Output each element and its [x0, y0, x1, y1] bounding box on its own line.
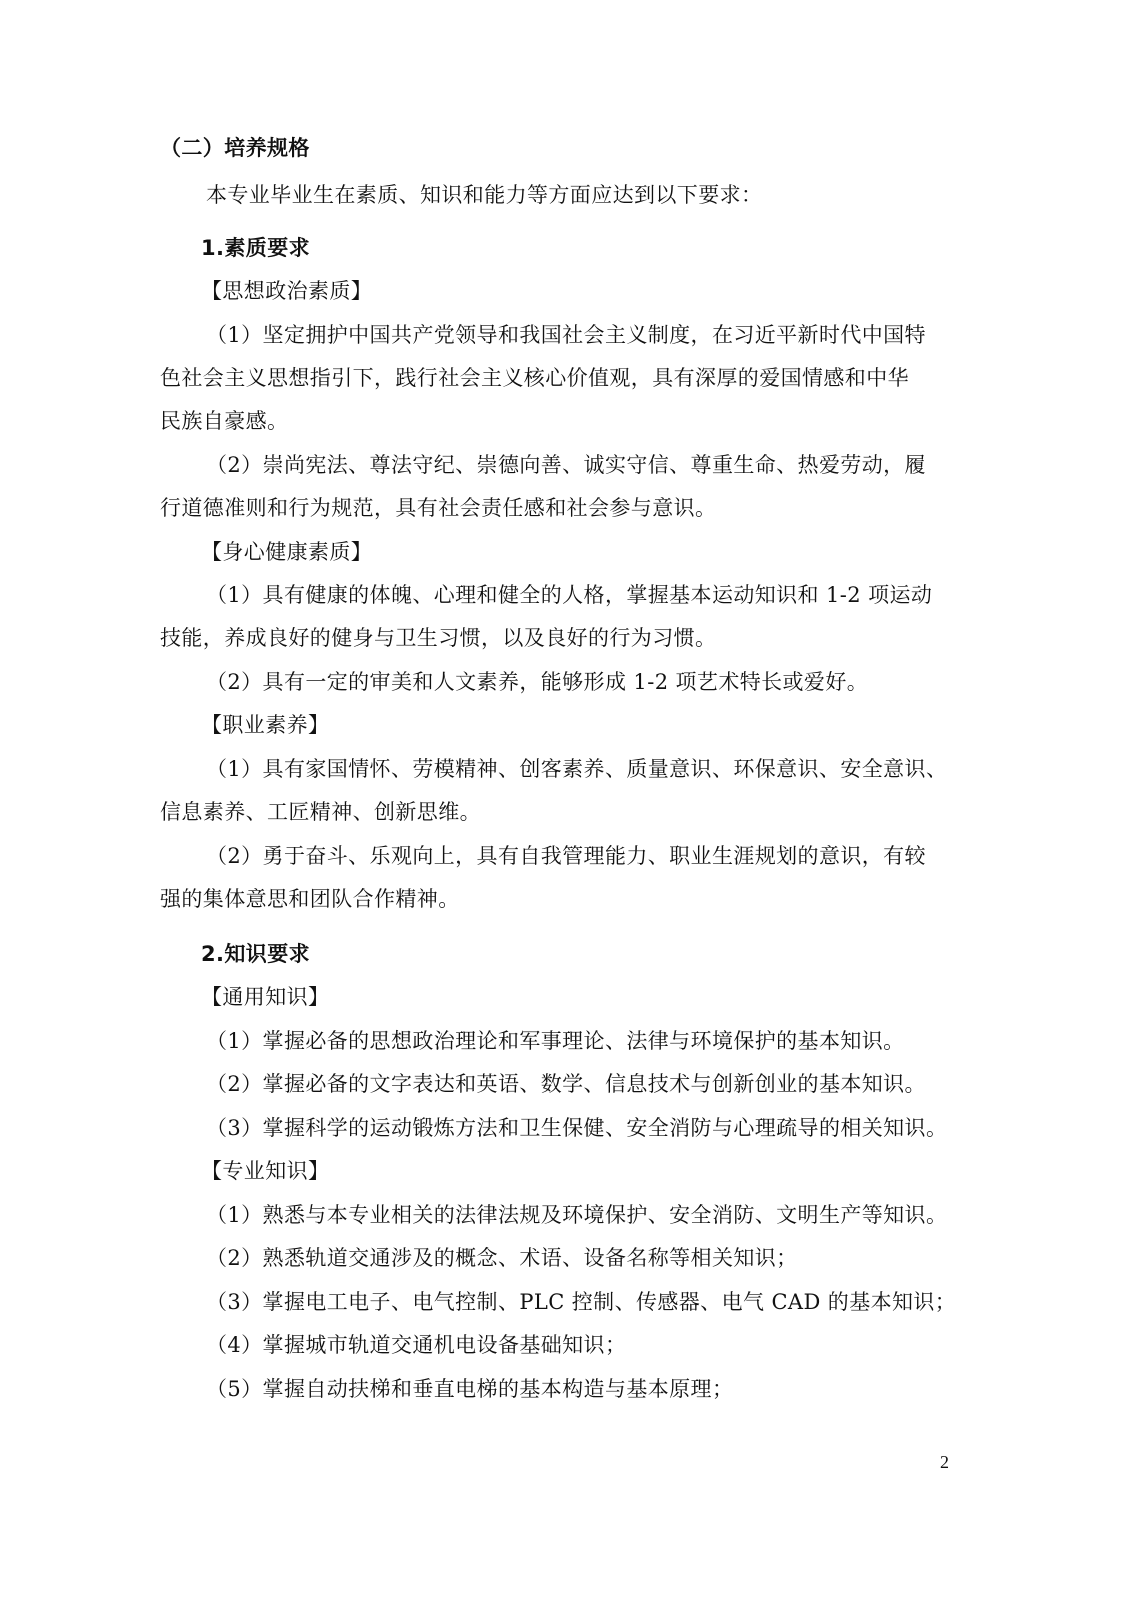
knowledge-heading: 2.知识要求	[201, 942, 310, 966]
specialty-knowledge-item-1: （1）熟悉与本专业相关的法律法规及环境保护、安全消防、文明生产等知识。	[206, 1203, 948, 1227]
political-item-2-line-2: 行道德准则和行为规范，具有社会责任感和社会参与意识。	[160, 496, 717, 520]
professional-item-1-line-1: （1）具有家国情怀、劳模精神、创客素养、质量意识、环保意识、安全意识、	[206, 757, 948, 781]
professional-quality-label: 【职业素养】	[201, 713, 330, 737]
general-knowledge-item-3: （3）掌握科学的运动锻炼方法和卫生保健、安全消防与心理疏导的相关知识。	[206, 1116, 948, 1140]
section-title: （二）培养规格	[160, 136, 310, 160]
political-item-1-line-1: （1）坚定拥护中国共产党领导和我国社会主义制度，在习近平新时代中国特	[206, 323, 926, 347]
health-quality-label: 【身心健康素质】	[201, 540, 373, 564]
specialty-knowledge-item-5: （5）掌握自动扶梯和垂直电梯的基本构造与基本原理；	[206, 1377, 734, 1401]
political-quality-label: 【思想政治素质】	[201, 279, 373, 303]
professional-item-1-line-2: 信息素养、工匠精神、创新思维。	[160, 800, 481, 824]
political-item-1-line-3: 民族自豪感。	[160, 409, 289, 433]
health-item-1-line-2: 技能，养成良好的健身与卫生习惯，以及良好的行为习惯。	[160, 626, 717, 650]
general-knowledge-item-1: （1）掌握必备的思想政治理论和军事理论、法律与环境保护的基本知识。	[206, 1029, 905, 1053]
page-number: 2	[940, 1452, 949, 1472]
political-item-1-line-2: 色社会主义思想指引下，践行社会主义核心价值观，具有深厚的爱国情感和中华	[160, 366, 909, 390]
specialty-knowledge-item-2: （2）熟悉轨道交通涉及的概念、术语、设备名称等相关知识；	[206, 1246, 798, 1270]
specialty-knowledge-label: 【专业知识】	[201, 1159, 330, 1183]
quality-heading: 1.素质要求	[201, 236, 310, 260]
political-item-2-line-1: （2）崇尚宪法、尊法守纪、崇德向善、诚实守信、尊重生命、热爱劳动，履	[206, 453, 926, 477]
professional-item-2-line-1: （2）勇于奋斗、乐观向上，具有自我管理能力、职业生涯规划的意识，有较	[206, 844, 926, 868]
general-knowledge-label: 【通用知识】	[201, 985, 330, 1009]
general-knowledge-item-2: （2）掌握必备的文字表达和英语、数学、信息技术与创新创业的基本知识。	[206, 1072, 926, 1096]
professional-item-2-line-2: 强的集体意思和团队合作精神。	[160, 887, 460, 911]
intro-paragraph: 本专业毕业生在素质、知识和能力等方面应达到以下要求：	[206, 183, 763, 207]
specialty-knowledge-item-3: （3）掌握电工电子、电气控制、PLC 控制、传感器、电气 CAD 的基本知识；	[206, 1290, 957, 1314]
health-item-2-line-1: （2）具有一定的审美和人文素养，能够形成 1-2 项艺术特长或爱好。	[206, 670, 869, 694]
specialty-knowledge-item-4: （4）掌握城市轨道交通机电设备基础知识；	[206, 1333, 627, 1357]
health-item-1-line-1: （1）具有健康的体魄、心理和健全的人格，掌握基本运动知识和 1-2 项运动	[206, 583, 933, 607]
